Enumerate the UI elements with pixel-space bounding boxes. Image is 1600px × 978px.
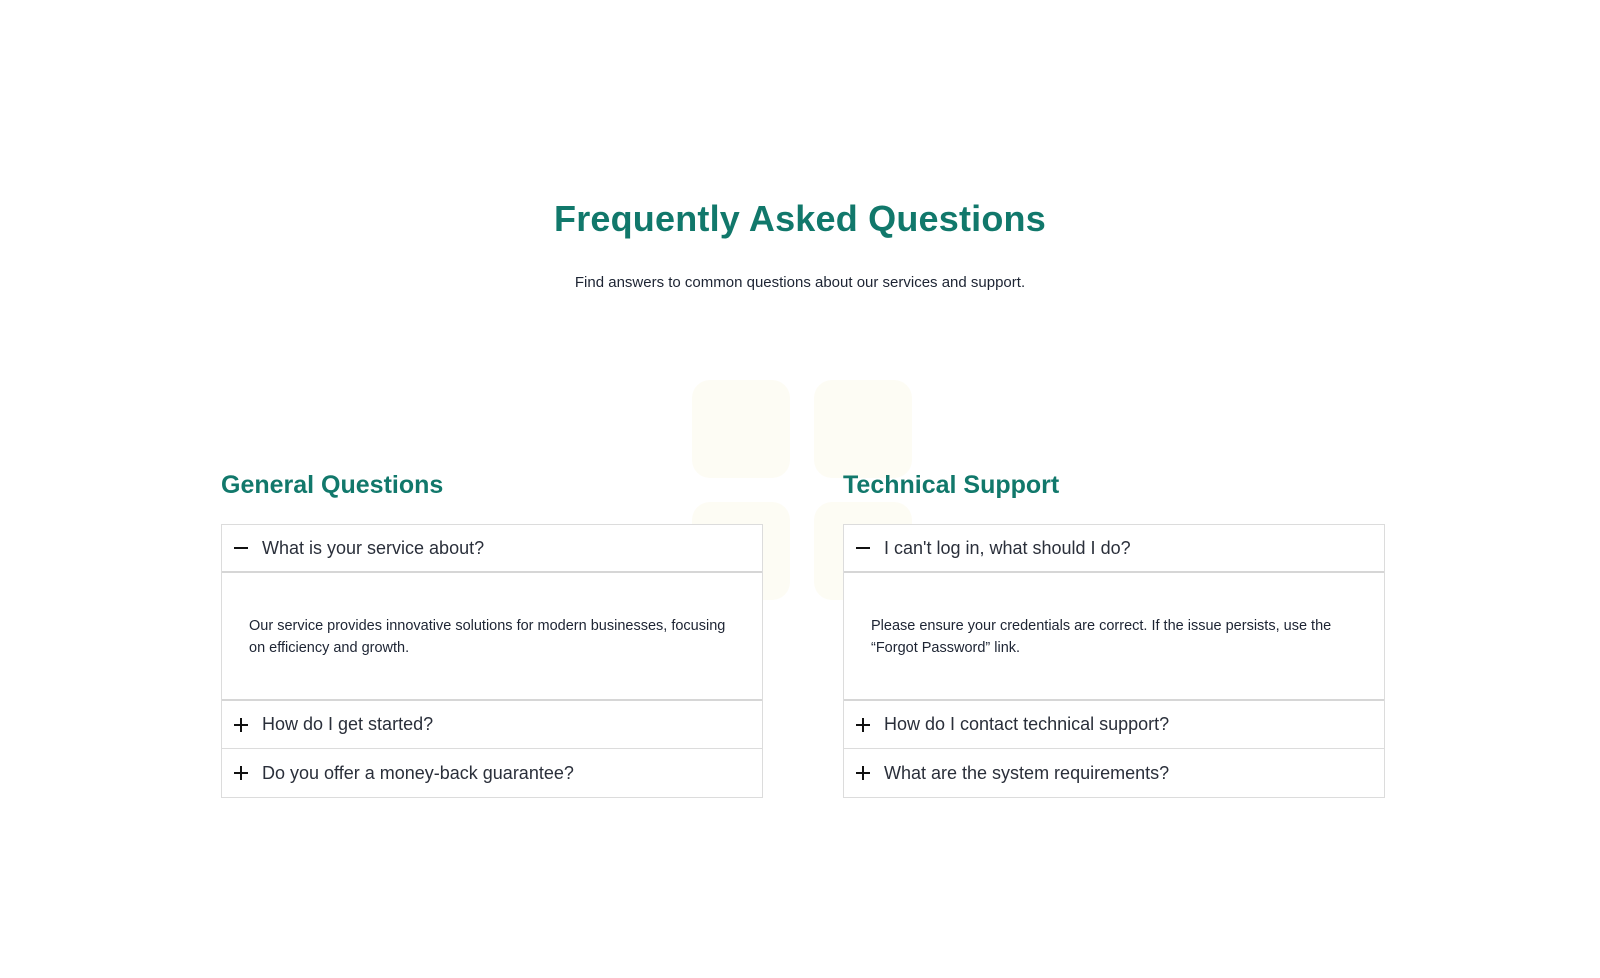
faq-item	[844, 701, 1384, 749]
plus-icon	[856, 766, 870, 780]
faq-question-toggle[interactable]	[222, 525, 762, 573]
faq-item	[222, 749, 762, 797]
faq-question: How do I contact technical support?	[884, 714, 1170, 734]
section-title: General Questions	[221, 471, 444, 499]
faq-item	[222, 701, 762, 749]
faq-section-technical	[843, 468, 1385, 798]
plus-icon	[856, 718, 870, 732]
faq-question: What are the system requirements?	[884, 762, 1170, 783]
faq-accordion	[843, 524, 1385, 798]
decor-square	[692, 380, 790, 478]
faq-question: What is your service about?	[262, 537, 485, 558]
page-subtitle: Find answers to common questions about our services and support.	[574, 274, 1026, 291]
section-title: Technical Support	[843, 471, 1060, 499]
faq-question-toggle[interactable]	[222, 701, 762, 749]
plus-icon	[234, 718, 248, 732]
minus-icon	[856, 541, 870, 555]
faq-item	[844, 749, 1384, 797]
faq-section-general	[221, 468, 763, 798]
decor-square	[814, 380, 912, 478]
faq-item	[844, 525, 1384, 701]
faq-question-toggle[interactable]	[222, 749, 762, 797]
faq-answer: Please ensure your credentials are correct. If the issue persists, use the “Forgot Password” link.	[844, 573, 1384, 701]
minus-icon	[234, 541, 248, 555]
page-title: Frequently Asked Questions	[554, 198, 1046, 239]
faq-question-toggle[interactable]	[844, 525, 1384, 573]
faq-question-toggle[interactable]	[844, 749, 1384, 797]
faq-item	[222, 525, 762, 701]
faq-accordion	[221, 524, 763, 798]
faq-question-toggle[interactable]	[844, 701, 1384, 749]
faq-question: Do you offer a money-back guarantee?	[262, 762, 574, 783]
faq-question: How do I get started?	[262, 714, 434, 734]
faq-answer: Our service provides innovative solutions for modern businesses, focusing on efficiency and growth.	[222, 573, 762, 701]
faq-question: I can't log in, what should I do?	[884, 537, 1131, 558]
plus-icon	[234, 766, 248, 780]
